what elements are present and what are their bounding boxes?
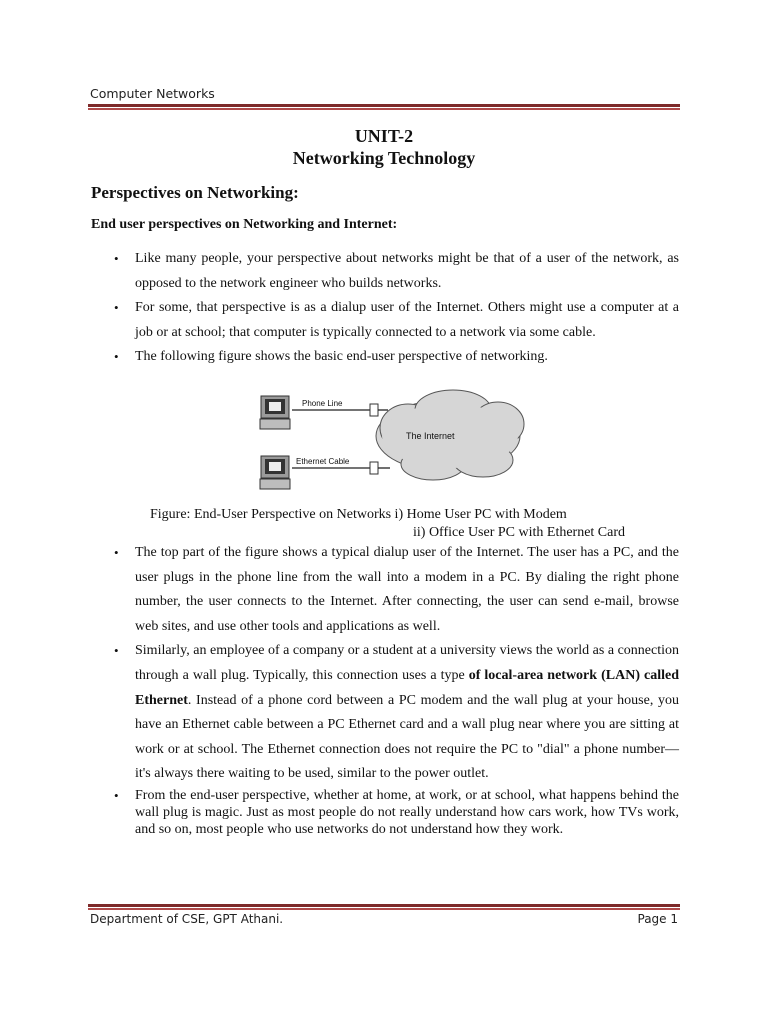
bullet-dot: • [114,300,119,316]
list-item [114,787,679,838]
bullet-dot: • [114,349,119,365]
header-rule-thin [88,108,680,110]
bullet-dot: • [114,643,119,659]
wall-plug-icon [370,462,378,474]
network-figure [258,386,528,496]
list-item-text: Like many people, your perspective about networks might be that of a user of the network, as opposed to the network engineer who builds networks. [135,251,679,291]
list-item-text: From the end-user perspective, whether at home, at work, or at school, what happens behind the wall plug is magic. Just as most people do not really understand how cars work, how TVs work, and so on, most people who use networks do not understand how they work. [135,787,679,837]
bullet-list-bottom [114,541,679,838]
subject-title: Networking Technology [292,148,476,168]
footer-rule-thick [88,904,680,907]
section-heading: Perspectives on Networking: [91,183,299,202]
phone-line-label: Phone Line [302,399,343,408]
bullet-dot: • [114,251,119,266]
ethernet-cable-label: Ethernet Cable [296,457,350,466]
office-pc-icon [260,456,290,489]
subsection-heading: End user perspectives on Networking and Internet: [91,217,398,232]
running-header: Computer Networks [90,86,215,101]
footer-page-number: Page 1 [637,912,678,926]
bullet-dot: • [114,787,119,803]
list-item [114,247,679,296]
bullet-list-top [114,247,679,370]
list-item-text: The following figure shows the basic end-user perspective of networking. [135,349,548,365]
home-pc-icon [260,396,290,429]
unit-title: UNIT-2 [354,126,414,146]
list-item-text: For some, that perspective is as a dialup user of the Internet. Others might use a computer at a job or at school; that computer is typically connected to a network via some cable. [135,300,679,340]
figure-caption-line2: ii) Office User PC with Ethernet Card [413,525,626,540]
list-item [114,541,679,639]
bullet-dot: • [114,545,119,560]
wall-plug-icon [370,404,378,416]
list-item [114,639,679,787]
list-item [114,345,679,370]
list-item-text: Similarly, an employee of a company or a student at a university views the world as a connection through a wall plug. Typically, this connection uses a type [135,643,679,683]
list-item-text: . Instead of a phone cord between a PC modem and the wall plug at your house, you have an Ethernet cable between a PC Ethernet card and a wall plug near where you are sitting at work or at school. The Ethernet connection does not require the PC to "dial" a phone number—it's always there waiting to be used, similar to the power outlet. [135,692,679,782]
footer-rule-thin [88,908,680,910]
list-item-text: The top part of the figure shows a typical dialup user of the Internet. The user has a PC, and the user plugs in the phone line from the wall into a modem in a PC. By dialing the right phone number, the user connects to the Internet. After connecting, the user can send e-mail, browse web sites, and use other tools and applications as well. [135,545,679,634]
list-item-bold-text: of local-area network (LAN) called Ethernet [135,667,680,708]
header-rule-thick [88,104,680,107]
footer-department: Department of CSE, GPT Athani. [90,912,284,926]
internet-label: The Internet [406,431,455,441]
figure-caption-line1: Figure: End-User Perspective on Networks i) Home User PC with Modem [150,507,567,522]
list-item [114,296,679,345]
